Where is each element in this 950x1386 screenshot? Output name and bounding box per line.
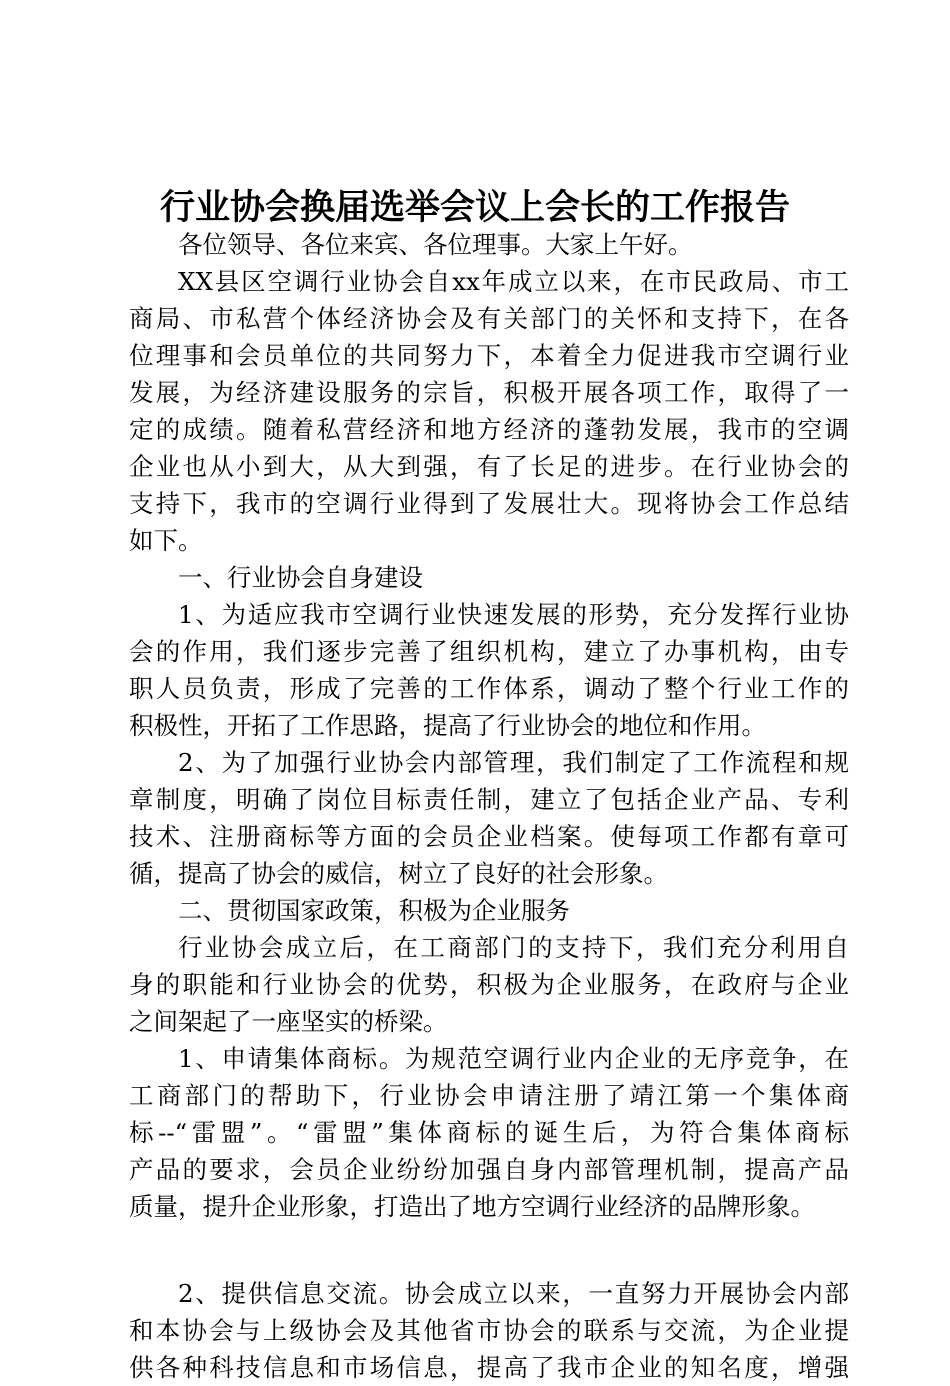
paragraph-line: 章制度，明确了岗位目标责任制，建立了包括企业产品、专利 bbox=[129, 785, 849, 814]
paragraph-line: 定的成绩。随着私营经济和地方经济的蓬勃发展，我市的空调 bbox=[129, 415, 849, 444]
paragraph-line: 1、为适应我市空调行业快速发展的形势，充分发挥行业协 bbox=[178, 600, 849, 629]
section-heading: 一、行业协会自身建设 bbox=[178, 563, 423, 592]
paragraph-line: 工商部门的帮助下，行业协会申请注册了靖江第一个集体商 bbox=[129, 1081, 849, 1110]
paragraph-line: 发展，为经济建设服务的宗旨，积极开展各项工作，取得了一 bbox=[129, 378, 849, 407]
paragraph-line: 行业协会成立后，在工商部门的支持下，我们充分利用自 bbox=[178, 933, 849, 962]
paragraph-line: 支持下，我市的空调行业得到了发展壮大。现将协会工作总结 bbox=[129, 489, 849, 518]
document-body bbox=[129, 226, 849, 1386]
paragraph-line: 积极性，开拓了工作思路，提高了行业协会的地位和作用。 bbox=[129, 711, 766, 740]
paragraph-line: 1、申请集体商标。为规范空调行业内企业的无序竞争，在 bbox=[178, 1044, 849, 1073]
paragraph-line: 2、提供信息交流。协会成立以来，一直努力开展协会内部 bbox=[178, 1279, 849, 1308]
paragraph-line: 和本协会与上级协会及其他省市协会的联系与交流，为企业提 bbox=[129, 1316, 849, 1345]
paragraph-line: 循，提高了协会的威信，树立了良好的社会形象。 bbox=[129, 859, 668, 888]
paragraph-line: 企业也从小到大，从大到强，有了长足的进步。在行业协会的 bbox=[129, 452, 849, 481]
section-heading: 二、贯彻国家政策，积极为企业服务 bbox=[178, 896, 570, 925]
paragraph-line: 2、为了加强行业协会内部管理，我们制定了工作流程和规 bbox=[178, 748, 849, 777]
paragraph-line: 技术、注册商标等方面的会员企业档案。使每项工作都有章可 bbox=[129, 822, 849, 851]
paragraph-line: 如下。 bbox=[129, 526, 203, 555]
paragraph-line: 位理事和会员单位的共同努力下，本着全力促进我市空调行业 bbox=[129, 341, 849, 370]
document-title: 行业协会换届选举会议上会长的工作报告 bbox=[159, 187, 790, 228]
paragraph-line: 各位领导、各位来宾、各位理事。大家上午好。 bbox=[178, 230, 693, 259]
paragraph-line: 商局、市私营个体经济协会及有关部门的关怀和支持下，在各 bbox=[129, 304, 849, 333]
paragraph-line: 标--“雷盟”。“雷盟”集体商标的诞生后，为符合集体商标 bbox=[129, 1118, 849, 1147]
paragraph-gap bbox=[129, 1225, 849, 1275]
paragraph-line: XX县区空调行业协会自xx年成立以来，在市民政局、市工 bbox=[178, 267, 849, 296]
paragraph-line: 职人员负责，形成了完善的工作体系，调动了整个行业工作的 bbox=[129, 674, 849, 703]
paragraph-line: 产品的要求，会员企业纷纷加强自身内部管理机制，提高产品 bbox=[129, 1155, 849, 1184]
paragraph-line: 供各种科技信息和市场信息，提高了我市企业的知名度，增强 bbox=[129, 1353, 849, 1382]
paragraph-line: 质量，提升企业形象，打造出了地方空调行业经济的品牌形象。 bbox=[129, 1192, 815, 1221]
paragraph-line: 之间架起了一座坚实的桥梁。 bbox=[129, 1007, 448, 1036]
paragraph-line: 身的职能和行业协会的优势，积极为企业服务，在政府与企业 bbox=[129, 970, 849, 999]
paragraph-line: 会的作用，我们逐步完善了组织机构，建立了办事机构，由专 bbox=[129, 637, 849, 666]
